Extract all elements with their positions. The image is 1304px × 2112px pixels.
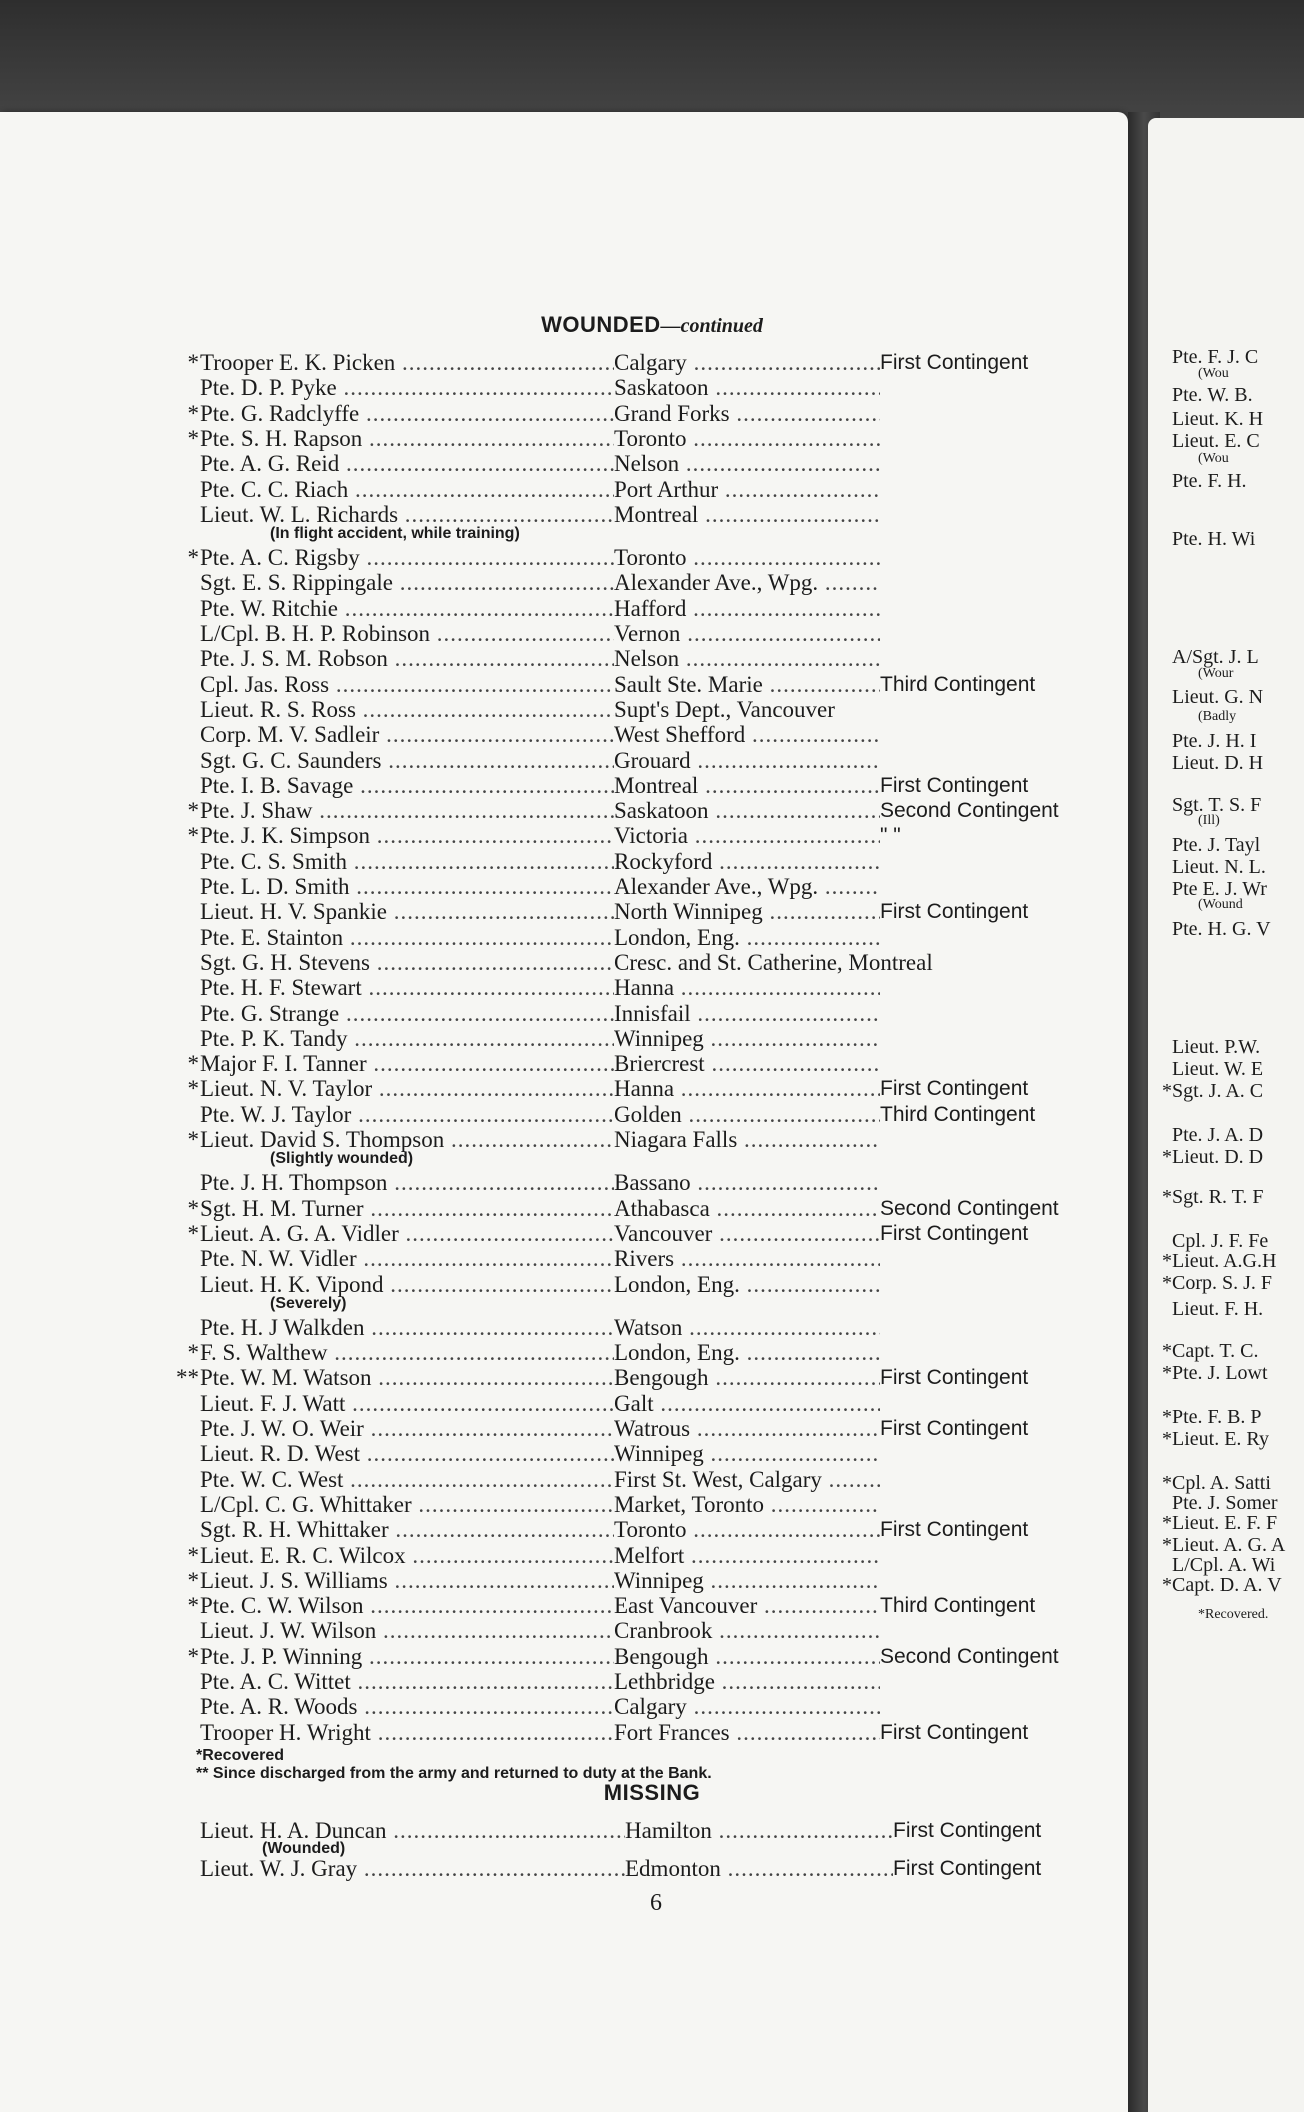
- entry-name: Cpl. Jas. Ross .....: [200, 672, 614, 698]
- right-page-fragment: A/Sgt. J. L: [1172, 646, 1259, 668]
- right-page-fragment: Lieut. E. C: [1172, 430, 1260, 452]
- missing-heading: [0, 1780, 1304, 1806]
- entry-name: Pte. W. Ritchie .....: [200, 596, 614, 622]
- entry-contingent: First Contingent: [893, 1857, 1042, 1880]
- recovered-marker: *: [187, 425, 199, 451]
- entry-place: Hafford .....: [614, 596, 880, 622]
- recovered-marker: *: [187, 1643, 199, 1669]
- right-page-fragment: *Lieut. E. Ry: [1162, 1428, 1269, 1450]
- entry-name: Lieut. David S. Thompson .....: [200, 1127, 614, 1153]
- recovered-marker: *: [187, 1542, 199, 1568]
- entry-place: London, Eng. .....: [614, 1272, 880, 1298]
- entry-place: Nelson .....: [614, 451, 880, 477]
- entry-name: Lieut. W. L. Richards .....: [200, 502, 614, 528]
- right-page-fragment: *Lieut. A.G.H: [1162, 1250, 1277, 1272]
- entry-name: Pte. W. J. Taylor .....: [200, 1102, 614, 1128]
- entry-place: Bassano .....: [614, 1170, 880, 1196]
- entry-name: Pte. A. C. Wittet .....: [200, 1669, 614, 1695]
- entry-place: Toronto .....: [614, 426, 880, 452]
- right-page-fragment: Lieut. G. N: [1172, 686, 1264, 708]
- entry-name: Lieut. A. G. A. Vidler .....: [200, 1221, 614, 1247]
- right-page-fragment: Pte. F. J. C: [1172, 346, 1259, 368]
- entry-note: (In flight accident, while training): [270, 525, 520, 543]
- right-page-fragment: *Lieut. D. D: [1162, 1146, 1264, 1168]
- entry-name: Sgt. G. H. Stevens .....: [200, 950, 614, 976]
- entry-name: Pte. C. S. Smith .....: [200, 849, 614, 875]
- entry-place: Innisfail .....: [614, 1001, 880, 1027]
- entry-name: Pte. C. W. Wilson .....: [200, 1593, 614, 1619]
- right-page-fragment: *Capt. T. C.: [1162, 1340, 1259, 1362]
- recovered-marker: *: [187, 1127, 199, 1152]
- entry-name: Pte. I. B. Savage .....: [200, 773, 614, 799]
- entry-contingent: First Contingent: [880, 1417, 1029, 1440]
- right-page-fragment: *Capt. D. A. V: [1162, 1574, 1282, 1596]
- entry-name: Pte. W. M. Watson .....: [200, 1365, 614, 1391]
- right-page-fragment: Sgt. T. S. F: [1172, 794, 1262, 816]
- entry-place: Market, Toronto .....: [614, 1492, 880, 1518]
- right-page-fragment: *Recovered.: [1198, 1607, 1269, 1622]
- right-page-fragment: Pte. J. H. I: [1172, 730, 1257, 752]
- entry-place: Saskatoon .....: [614, 798, 880, 824]
- entry-contingent: First Contingent: [880, 351, 1029, 374]
- entry-place: Cresc. and St. Catherine, Montreal: [614, 949, 933, 975]
- entry-contingent: First Contingent: [893, 1819, 1042, 1842]
- entry-place: Hamilton .....: [625, 1818, 893, 1844]
- right-page-fragment: L/Cpl. A. Wi: [1172, 1554, 1276, 1576]
- entry-place: Montreal .....: [614, 773, 880, 799]
- right-page-fragment: Pte. H. G. V: [1172, 918, 1271, 940]
- entry-place: Hanna .....: [614, 1076, 880, 1102]
- entry-place: Grouard .....: [614, 748, 880, 774]
- entry-name: Pte. W. C. West .....: [200, 1467, 614, 1493]
- entry-place: Nelson .....: [614, 646, 880, 672]
- right-page-fragment: Pte. H. Wi: [1172, 528, 1256, 550]
- entry-name: Lieut. F. J. Watt .....: [200, 1391, 614, 1417]
- wounded-subtitle: —continued: [660, 315, 763, 337]
- entry-name: F. S. Walthew .....: [200, 1340, 614, 1366]
- entry-name: Pte. J. P. Winning .....: [200, 1644, 614, 1670]
- entry-name: Pte. J. Shaw .....: [200, 798, 614, 824]
- entry-name: Trooper E. K. Picken .....: [200, 350, 614, 376]
- entry-place: Hanna .....: [614, 975, 880, 1001]
- entry-place: Cranbrook .....: [614, 1618, 880, 1644]
- right-page-fragment: *Pte. J. Lowt: [1162, 1362, 1268, 1384]
- entry-name: Pte. G. Radclyffe .....: [200, 401, 614, 427]
- entry-contingent: Third Contingent: [880, 1102, 1036, 1126]
- entry-place: Golden .....: [614, 1102, 880, 1128]
- entry-place: Rivers .....: [614, 1246, 880, 1272]
- recovered-marker: **: [176, 1365, 199, 1391]
- entry-name: Pte. D. P. Pyke .....: [200, 375, 614, 401]
- right-page-fragment: Lieut. W. E: [1172, 1058, 1264, 1080]
- entry-name: Trooper H. Wright .....: [200, 1720, 614, 1746]
- right-page-fragment: Cpl. J. F. Fe: [1172, 1230, 1269, 1252]
- recovered-marker: *: [187, 545, 199, 571]
- entry-name: L/Cpl. B. H. P. Robinson .....: [200, 621, 614, 647]
- right-page-fragment: Pte. J. Tayl: [1172, 834, 1261, 856]
- entry-name: Lieut. J. S. Williams .....: [200, 1568, 614, 1594]
- entry-place: Winnipeg .....: [614, 1026, 880, 1052]
- recovered-marker: *: [187, 1051, 199, 1077]
- right-page-fragment: (Wound: [1198, 897, 1243, 912]
- entry-place: Briercrest .....: [614, 1051, 880, 1077]
- right-page-fragment: *Pte. F. B. P: [1162, 1406, 1262, 1428]
- entry-place: Watrous .....: [614, 1416, 880, 1442]
- entry-place: Bengough .....: [614, 1644, 880, 1670]
- right-page-fragment: *Corp. S. J. F: [1162, 1272, 1273, 1294]
- entry-name: Major F. I. Tanner .....: [200, 1051, 614, 1077]
- entry-name: Sgt. H. M. Turner .....: [200, 1196, 614, 1222]
- right-page-fragment: (Badly: [1198, 709, 1237, 724]
- entry-name: Lieut. W. J. Gray .....: [200, 1856, 625, 1882]
- entry-contingent: Second Contingent: [880, 799, 1059, 823]
- entry-place: Galt .....: [614, 1391, 880, 1417]
- right-page-fragment: Pte. W. B.: [1172, 384, 1253, 406]
- entry-name: Pte. L. D. Smith .....: [200, 874, 614, 900]
- entry-contingent: Third Contingent: [880, 1594, 1036, 1618]
- entry-place: Sault Ste. Marie .....: [614, 672, 880, 698]
- entry-name: Pte. J. K. Simpson .....: [200, 823, 614, 849]
- right-page-fragment: *Sgt. J. A. C: [1162, 1080, 1264, 1102]
- entry-note: (Slightly wounded): [270, 1150, 414, 1168]
- entry-name: Pte. S. H. Rapson .....: [200, 426, 614, 452]
- right-page: [1148, 118, 1304, 2112]
- entry-place: London, Eng. .....: [614, 925, 880, 951]
- right-page-fragment: Lieut. P.W.: [1172, 1036, 1261, 1058]
- right-page-fragment: Lieut. N. L.: [1172, 856, 1266, 878]
- entry-name: Pte. J. W. O. Weir .....: [200, 1416, 614, 1442]
- entry-place: Niagara Falls .....: [614, 1127, 880, 1153]
- entry-place: Supt's Dept., Vancouver: [614, 696, 835, 722]
- entry-contingent: First Contingent: [880, 1221, 1029, 1245]
- entry-note: (Severely): [270, 1294, 347, 1312]
- page-number: 6: [650, 1890, 662, 1916]
- footnote-line: ** Since discharged from the army and returned to duty at the Bank.: [196, 1764, 712, 1782]
- entry-place: Toronto .....: [614, 1517, 880, 1543]
- entry-place: Fort Frances .....: [614, 1720, 880, 1746]
- recovered-marker: *: [187, 798, 199, 824]
- entry-name: L/Cpl. C. G. Whittaker .....: [200, 1492, 614, 1518]
- entry-place: Calgary .....: [614, 350, 880, 376]
- entry-name: Lieut. H. K. Vipond .....: [200, 1272, 614, 1298]
- wounded-title: WOUNDED: [541, 312, 661, 337]
- entry-name: Lieut. H. V. Spankie .....: [200, 899, 614, 925]
- entry-contingent: First Contingent: [880, 1366, 1029, 1390]
- entry-place: Montreal .....: [614, 502, 880, 528]
- entry-place: Victoria .....: [614, 823, 880, 849]
- entry-contingent: Second Contingent: [880, 1196, 1059, 1220]
- entry-name: Pte. E. Stainton .....: [200, 925, 614, 951]
- entry-name: Pte. H. J Walkden .....: [200, 1315, 614, 1341]
- entry-place: Athabasca .....: [614, 1196, 880, 1222]
- entry-contingent: " ": [880, 824, 901, 848]
- entry-place: Rockyford .....: [614, 849, 880, 875]
- entry-place: Vancouver .....: [614, 1221, 880, 1247]
- missing-title: MISSING: [603, 1780, 701, 1805]
- wounded-heading: [0, 312, 1304, 338]
- entry-place: Port Arthur .....: [614, 477, 880, 503]
- right-page-fragment: Pte E. J. Wr: [1172, 878, 1267, 900]
- entry-name: Lieut. J. W. Wilson .....: [200, 1618, 614, 1644]
- entry-contingent: First Contingent: [880, 773, 1029, 797]
- right-page-fragment: (Wou: [1198, 451, 1229, 466]
- entry-contingent: Second Contingent: [880, 1644, 1059, 1668]
- entry-name: Lieut. R. D. West .....: [200, 1441, 614, 1467]
- entry-place: Saskatoon .....: [614, 375, 880, 401]
- right-page-fragment: (Wou: [1198, 366, 1229, 381]
- entry-contingent: First Contingent: [880, 1518, 1029, 1542]
- right-page-fragment: Pte. J. A. D: [1172, 1124, 1264, 1146]
- entry-place: Alexander Ave., Wpg. .....: [614, 570, 880, 596]
- right-page-fragment: (Wour: [1198, 666, 1234, 681]
- right-page-fragment: Pte. J. Somer: [1172, 1492, 1278, 1514]
- entry-contingent: First Contingent: [880, 1720, 1029, 1744]
- recovered-marker: *: [187, 1195, 199, 1221]
- entry-contingent: Third Contingent: [880, 672, 1036, 696]
- entry-name: Pte. C. C. Riach .....: [200, 477, 614, 503]
- entry-place: Toronto .....: [614, 545, 880, 571]
- footnote-line: *Recovered: [196, 1746, 285, 1764]
- entry-place: Alexander Ave., Wpg. .....: [614, 874, 880, 900]
- entry-place: East Vancouver .....: [614, 1593, 880, 1619]
- entry-name: Lieut. E. R. C. Wilcox .....: [200, 1543, 614, 1569]
- entry-note: (Wounded): [262, 1840, 346, 1857]
- entry-name: Sgt. G. C. Saunders .....: [200, 748, 614, 774]
- right-page-fragment: *Lieut. A. G. A: [1162, 1534, 1286, 1556]
- entry-contingent: First Contingent: [880, 900, 1029, 924]
- entry-name: Pte. J. S. M. Robson .....: [200, 646, 614, 672]
- entry-name: Pte. H. F. Stewart .....: [200, 975, 614, 1001]
- entry-name: Corp. M. V. Sadleir .....: [200, 722, 614, 748]
- right-page-fragment: (Ill): [1198, 813, 1220, 828]
- entry-name: Lieut. H. A. Duncan .....: [200, 1818, 625, 1844]
- entry-name: Lieut. R. S. Ross .....: [200, 697, 614, 723]
- recovered-marker: *: [187, 1220, 199, 1246]
- entry-place: Winnipeg .....: [614, 1568, 880, 1594]
- entry-name: Pte. A. G. Reid .....: [200, 451, 614, 477]
- entry-place: London, Eng. .....: [614, 1340, 880, 1366]
- recovered-marker: *: [187, 1567, 199, 1593]
- recovered-marker: *: [187, 1340, 199, 1366]
- recovered-marker: *: [187, 1076, 199, 1102]
- entry-name: Pte. N. W. Vidler .....: [200, 1246, 614, 1272]
- entry-place: North Winnipeg .....: [614, 899, 880, 925]
- recovered-marker: *: [187, 823, 199, 849]
- right-page-fragment: Lieut. K. H: [1172, 408, 1264, 430]
- entry-place: West Shefford .....: [614, 722, 880, 748]
- entry-place: Bengough .....: [614, 1365, 880, 1391]
- recovered-marker: *: [187, 350, 199, 375]
- recovered-marker: *: [187, 1593, 199, 1619]
- right-page-fragment: Pte. F. H.: [1172, 470, 1247, 492]
- entry-place: Lethbridge .....: [614, 1669, 880, 1695]
- entry-name: Pte. P. K. Tandy .....: [200, 1026, 614, 1052]
- right-page-fragment: *Cpl. A. Satti: [1162, 1472, 1271, 1494]
- entry-place: Edmonton .....: [625, 1856, 893, 1882]
- right-page-fragment: Lieut. D. H: [1172, 752, 1264, 774]
- right-page-fragment: Lieut. F. H.: [1172, 1298, 1264, 1320]
- entry-name: Sgt. R. H. Whittaker .....: [200, 1517, 614, 1543]
- right-page-fragment: *Sgt. R. T. F: [1162, 1186, 1264, 1208]
- entry-place: Grand Forks .....: [614, 401, 880, 427]
- entry-place: Watson .....: [614, 1315, 880, 1341]
- entry-place: First St. West, Calgary .....: [614, 1467, 880, 1493]
- entry-place: Melfort .....: [614, 1543, 880, 1569]
- entry-name: Sgt. E. S. Rippingale .....: [200, 570, 614, 596]
- entry-place: Calgary .....: [614, 1694, 880, 1720]
- entry-name: Pte. J. H. Thompson .....: [200, 1170, 614, 1196]
- entry-contingent: First Contingent: [880, 1077, 1029, 1101]
- recovered-marker: *: [187, 400, 199, 426]
- entry-name: Pte. A. C. Rigsby .....: [200, 545, 614, 571]
- right-page-fragment: *Lieut. E. F. F: [1162, 1512, 1278, 1534]
- dark-background: [0, 0, 1304, 125]
- entry-name: Pte. A. R. Woods .....: [200, 1694, 614, 1720]
- entry-name: Lieut. N. V. Taylor .....: [200, 1076, 614, 1102]
- entry-name: Pte. G. Strange .....: [200, 1001, 614, 1027]
- entry-place: Winnipeg .....: [614, 1441, 880, 1467]
- entry-place: Vernon .....: [614, 621, 880, 647]
